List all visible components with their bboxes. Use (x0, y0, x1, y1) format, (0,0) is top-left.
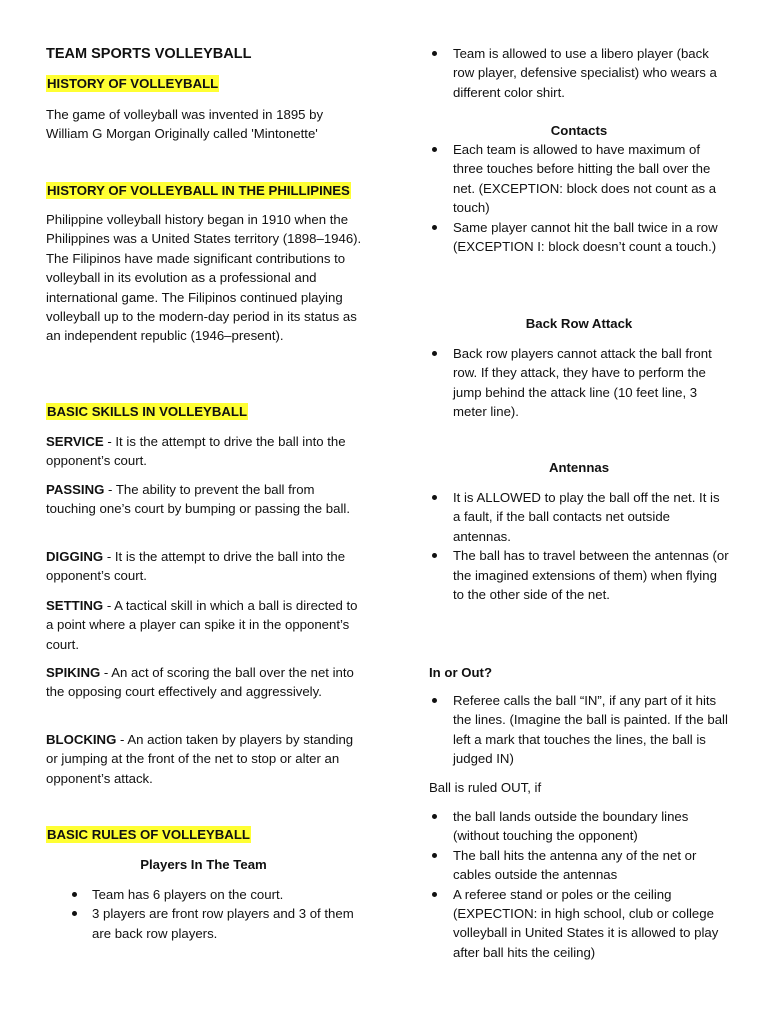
list-item: The ball has to travel between the antennas (or the imagined extensions of them) when flying to the other side of the net. (429, 546, 729, 604)
antennas-list (429, 488, 729, 604)
skill-spiking (46, 663, 366, 702)
skill-desc: - It is the attempt to drive the ball into the opponent’s court. (46, 434, 346, 469)
list-item: Each team is allowed to have maximum of three touches before hitting the ball over the net. (EXCEPTION: block does not count as a touch) (429, 140, 729, 218)
list-item: 3 players are front row players and 3 of them are back row players. (46, 904, 366, 943)
list-item: Referee calls the ball “IN”, if any part of it hits the lines. (Imagine the ball is painted. If the ball left a mark that touches the lines, the ball is judged IN) (429, 691, 729, 769)
skill-desc: - It is the attempt to drive the ball into the opponent’s court. (46, 549, 346, 584)
skill-desc: - An act of scoring the ball over the net into the opposing court effectively and aggressively. (46, 665, 354, 700)
skill-digging (46, 547, 366, 586)
skill-term: DIGGING (46, 549, 104, 564)
history-ph-text: Philippine volleyball history began in 1910 when the Philippines was a United States territory (1898–1946). The Filipinos have made significant contributions to volleyball in its evolution as a professional and international game. The Filipinos continued playing volleyball up to the modern-day period in its status as an independent republic (1946–present). (46, 212, 362, 344)
skill-blocking (46, 730, 366, 788)
in-out-list (429, 691, 729, 769)
back-row-list (429, 344, 729, 422)
skill-desc: - An action taken by players by standing or jumping at the front of the net to stop or alter an opponent’s attack. (46, 732, 354, 786)
list-item: the ball lands outside the boundary lines (without touching the opponent) (429, 807, 729, 846)
antennas-heading: Antennas (548, 460, 610, 475)
players-list (46, 885, 366, 943)
players-heading: Players In The Team (140, 857, 267, 872)
list-item: Same player cannot hit the ball twice in a row (EXCEPTION I: block doesn’t count a touch.) (429, 218, 729, 257)
rules-heading: BASIC RULES OF VOLLEYBALL (47, 827, 250, 842)
back-row-heading: Back Row Attack (525, 316, 633, 331)
list-item: Team is allowed to use a libero player (back row player, defensive specialist) who wears a different color shirt. (429, 44, 729, 102)
out-intro: Ball is ruled OUT, if (429, 780, 542, 795)
skill-service (46, 432, 366, 471)
history-heading: HISTORY OF VOLLEYBALL (47, 76, 219, 91)
list-item: The ball hits the antenna any of the net or cables outside the antennas (429, 846, 729, 885)
skill-term: PASSING (46, 482, 105, 497)
skill-desc: - The ability to prevent the ball from touching one’s court by bumping or passing the ball. (46, 482, 350, 517)
list-item: Back row players cannot attack the ball front row. If they attack, they have to perform the jump behind the attack line (10 feet line, 3 meter line). (429, 344, 729, 422)
in-out-heading: In or Out? (429, 665, 492, 680)
list-item: It is ALLOWED to play the ball off the net. It is a fault, if the ball contacts net outside antennas. (429, 488, 729, 546)
history-ph-heading: HISTORY OF VOLLEYBALL IN THE PHILLIPINES (47, 183, 350, 198)
out-list (429, 807, 729, 962)
skills-heading: BASIC SKILLS IN VOLLEYBALL (47, 404, 248, 419)
skill-passing (46, 480, 366, 519)
contacts-heading: Contacts (550, 123, 608, 138)
skill-term: SERVICE (46, 434, 104, 449)
skill-setting (46, 596, 366, 654)
contacts-list (429, 140, 729, 256)
history-text: The game of volleyball was invented in 1895 by William G Morgan Originally called 'Mintonette' (46, 107, 324, 142)
skill-desc: - A tactical skill in which a ball is directed to a point where a player can spike it in the opponent’s court. (46, 598, 358, 652)
skill-term: SPIKING (46, 665, 101, 680)
document-title: TEAM SPORTS VOLLEYBALL (46, 46, 252, 62)
list-item: A referee stand or poles or the ceiling (EXPECTION: in high school, club or college volleyball in United States it is allowed to play after ball hits the ceiling) (429, 885, 729, 963)
list-item: Team has 6 players on the court. (46, 885, 366, 904)
skill-term: SETTING (46, 598, 104, 613)
libero-list (429, 44, 729, 102)
skill-term: BLOCKING (46, 732, 117, 747)
